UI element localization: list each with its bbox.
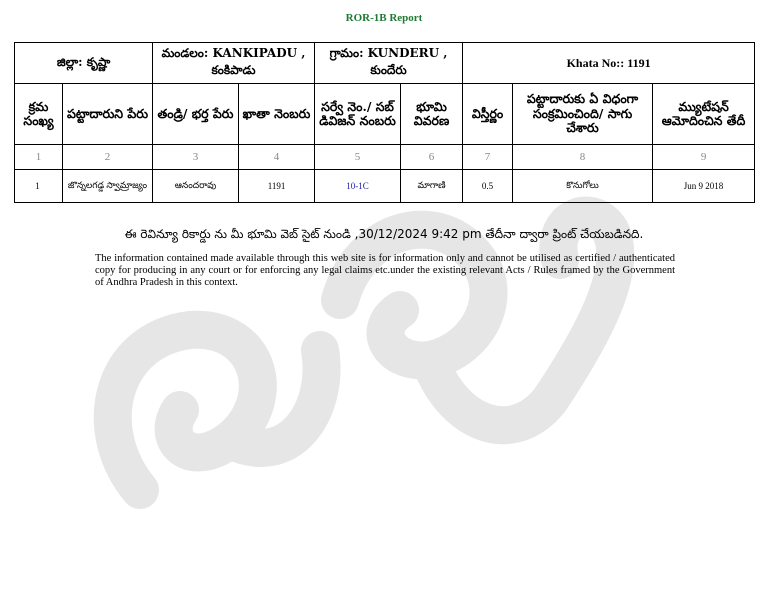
- header-extent: విస్తీర్ణం: [463, 84, 513, 145]
- mee-bhoomi-watermark: [70, 150, 670, 530]
- header-acquisition: పట్టాదారుకు ఏ విధంగా సంక్రమించింది/ సాగు చేశారు: [513, 84, 653, 145]
- ror-table: [14, 42, 755, 203]
- column-number: 9: [653, 145, 755, 170]
- header-owner: పట్టాదారుని పేరు: [63, 84, 153, 145]
- column-number-row: [15, 145, 755, 170]
- print-note: ఈ రెవిన్యూ రికార్డు ను మీ భూమి వెబ్ సైట్ నుండి ,30/12/2024 9:42 pm తేదీనా ద్వారా ప్రింట్ చేయబడినది.: [124, 227, 644, 241]
- column-number: 1: [15, 145, 63, 170]
- khata-cell: Khata No:: 1191: [463, 43, 755, 84]
- cell-survey: 10-1C: [315, 170, 401, 203]
- header-father: తండ్రి/ భర్త పేరు: [153, 84, 239, 145]
- cell-serial: 1: [15, 170, 63, 203]
- column-number: 8: [513, 145, 653, 170]
- cell-acquisition: కొనుగోలు: [513, 170, 653, 203]
- village-line1: గ్రామం: KUNDERU ,: [329, 46, 448, 60]
- header-khata: ఖాతా నెంబరు: [239, 84, 315, 145]
- column-number: 2: [63, 145, 153, 170]
- header-row: [15, 84, 755, 145]
- cell-mutation-date: Jun 9 2018: [653, 170, 755, 203]
- cell-khata: 1191: [239, 170, 315, 203]
- mandal-line2: కంకిపాడు: [211, 63, 256, 77]
- cell-father: ఆనందరావు: [153, 170, 239, 203]
- header-survey: సర్వే నెం./ సబ్ డివిజన్ నంబరు: [315, 84, 401, 145]
- disclaimer: The information contained made available through this web site is for information only and cannot be utilised as certified / authenticated copy for producing in any court or for enforcing any legal claims etc.under the existing relevant Acts / Rules framed by the Government of Andhra Pradesh in this context.: [95, 253, 675, 288]
- header-serial: క్రమ సంఖ్య: [15, 84, 63, 145]
- district-cell: జిల్లా: కృష్ణా: [15, 43, 153, 84]
- column-number: 4: [239, 145, 315, 170]
- village-line2: కుందేరు: [370, 63, 407, 77]
- column-number: 6: [401, 145, 463, 170]
- village-cell: [315, 43, 463, 84]
- meta-row: [15, 43, 755, 84]
- cell-land-type: మాగాణి: [401, 170, 463, 203]
- header-mutation-date: మ్యుటేషన్ ఆమోదించిన తేదీ: [653, 84, 755, 145]
- table-row: [15, 170, 755, 203]
- header-land-type: భూమి వివరణ: [401, 84, 463, 145]
- column-number: 7: [463, 145, 513, 170]
- report-title: ROR-1B Report: [345, 12, 423, 24]
- mandal-cell: [153, 43, 315, 84]
- cell-extent: 0.5: [463, 170, 513, 203]
- column-number: 3: [153, 145, 239, 170]
- mandal-line1: మండలం: KANKIPADU ,: [161, 46, 306, 60]
- column-number: 5: [315, 145, 401, 170]
- cell-owner: జొన్నలగడ్డ స్వామ్రాజ్యం: [63, 170, 153, 203]
